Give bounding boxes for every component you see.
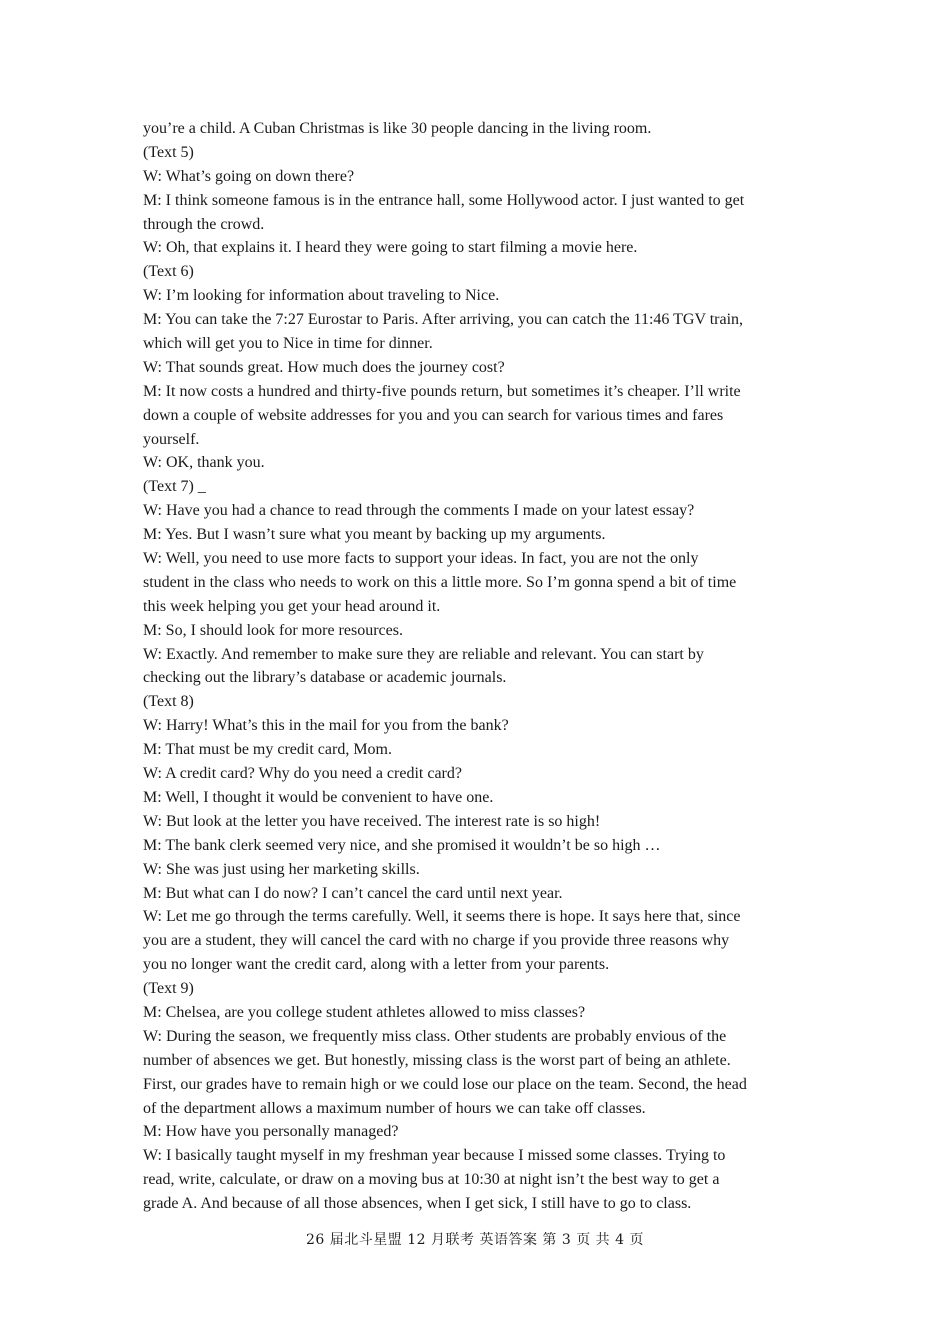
transcript-line: (Text 5) bbox=[143, 143, 194, 161]
transcript-line: (Text 8) bbox=[143, 693, 194, 711]
transcript-line: (Text 7) _ bbox=[143, 478, 206, 496]
transcript-line: (Text 6) bbox=[143, 263, 194, 281]
transcript-line: M: But what can I do now? I can’t cancel the card until next year. bbox=[143, 884, 563, 902]
transcript-line: W: Have you had a chance to read through the comments I made on your latest essay? bbox=[143, 502, 695, 520]
transcript-line: W: During the season, we frequently miss class. Other students are probably envious of the bbox=[143, 1027, 727, 1045]
transcript-line: W: I basically taught myself in my freshman year because I missed some classes. Trying to bbox=[143, 1147, 726, 1165]
transcript-line: you are a student, they will cancel the card with no charge if you provide three reasons why bbox=[143, 932, 730, 950]
transcript-line: you’re a child. A Cuban Christmas is like 30 people dancing in the living room. bbox=[143, 120, 652, 137]
transcript-line: W: She was just using her marketing skills. bbox=[143, 860, 420, 878]
transcript-line: W: Harry! What’s this in the mail for you from the bank? bbox=[143, 717, 509, 735]
transcript-line: W: That sounds great. How much does the journey cost? bbox=[143, 358, 505, 376]
transcript-line: M: The bank clerk seemed very nice, and she promised it wouldn’t be so high … bbox=[143, 836, 661, 854]
transcript-line: M: Chelsea, are you college student athletes allowed to miss classes? bbox=[143, 1003, 586, 1021]
transcript-line: W: OK, thank you. bbox=[143, 454, 265, 472]
transcript-line: W: I’m looking for information about traveling to Nice. bbox=[143, 287, 500, 305]
transcript-line: read, write, calculate, or draw on a moving bus at 10:30 at night isn’t the best way to get a bbox=[143, 1171, 720, 1189]
transcript-line: checking out the library’s database or academic journals. bbox=[143, 669, 507, 687]
transcript-line: M: So, I should look for more resources. bbox=[143, 621, 403, 639]
transcript-line: this week helping you get your head around it. bbox=[143, 597, 441, 615]
transcript-line: number of absences we get. But honestly, missing class is the worst part of being an athlete. bbox=[143, 1051, 731, 1069]
transcript-line: you no longer want the credit card, along with a letter from your parents. bbox=[143, 956, 610, 974]
transcript-line: W: Exactly. And remember to make sure they are reliable and relevant. You can start by bbox=[143, 645, 704, 663]
transcript-line: student in the class who needs to work on this a little more. So I’m gonna spend a bit of time bbox=[143, 573, 737, 591]
transcript-line: M: That must be my credit card, Mom. bbox=[143, 741, 392, 759]
transcript-line: through the crowd. bbox=[143, 215, 265, 233]
transcript-line: of the department allows a maximum number of hours we can take off classes. bbox=[143, 1099, 646, 1117]
transcript-line: W: But look at the letter you have received. The interest rate is so high! bbox=[143, 812, 601, 830]
transcript-line: down a couple of website addresses for you and you can search for various times and fares bbox=[143, 406, 724, 424]
transcript-line: W: A credit card? Why do you need a credit card? bbox=[143, 765, 462, 783]
page-footer: 26 届北斗星盟 12 月联考 英语答案 第 3 页 共 4 页 bbox=[306, 1232, 644, 1248]
transcript-line: grade A. And because of all those absences, when I get sick, I still have to go to class. bbox=[143, 1195, 692, 1213]
transcript-line: M: You can take the 7:27 Eurostar to Paris. After arriving, you can catch the 11:46 TGV train, bbox=[143, 311, 744, 329]
transcript-line: W: Let me go through the terms carefully. Well, it seems there is hope. It says here that, since bbox=[143, 908, 741, 926]
transcript-line: First, our grades have to remain high or we could lose our place on the team. Second, the head bbox=[143, 1075, 747, 1093]
transcript-line: M: Well, I thought it would be convenient to have one. bbox=[143, 788, 494, 806]
transcript-line: M: I think someone famous is in the entrance hall, some Hollywood actor. I just wanted to get bbox=[143, 191, 745, 209]
transcript-line: W: Oh, that explains it. I heard they were going to start filming a movie here. bbox=[143, 239, 638, 257]
transcript-line: M: How have you personally managed? bbox=[143, 1123, 399, 1141]
transcript-line: W: What’s going on down there? bbox=[143, 167, 355, 185]
transcript-body bbox=[143, 117, 813, 1216]
transcript-line: M: It now costs a hundred and thirty-five pounds return, but sometimes it’s cheaper. I’ll write bbox=[143, 382, 741, 400]
transcript-line: W: Well, you need to use more facts to support your ideas. In fact, you are not the only bbox=[143, 550, 699, 568]
transcript-line: (Text 9) bbox=[143, 980, 194, 998]
transcript-line: yourself. bbox=[143, 430, 200, 448]
transcript-line: M: Yes. But I wasn’t sure what you meant by backing up my arguments. bbox=[143, 526, 606, 544]
transcript-line: which will get you to Nice in time for dinner. bbox=[143, 335, 433, 353]
